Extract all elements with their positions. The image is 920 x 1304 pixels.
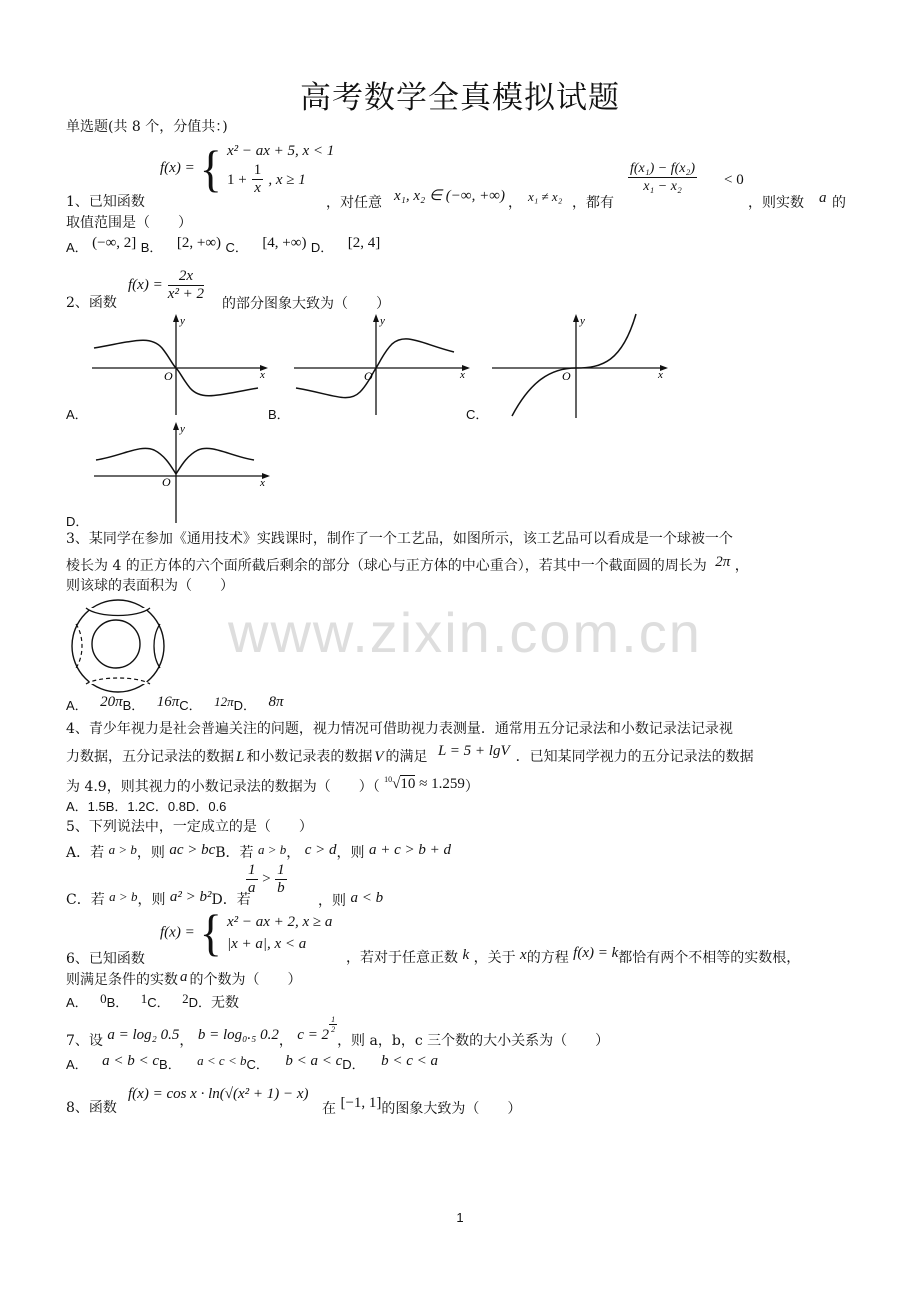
q7-a-def: a = log₂ 0.5	[107, 1027, 180, 1043]
q6-fx: f(x) =	[160, 924, 195, 941]
q6-opt-d-label: D．	[188, 995, 211, 1010]
q5-b-then: ，则	[336, 845, 365, 861]
q2-fx: f(x) =	[128, 277, 163, 293]
q6-opt-a-value: 0	[100, 991, 107, 1006]
q4-line3	[66, 773, 479, 797]
q8-formula: f(x) = cos x · ln(√(x² + 1) − x)	[128, 1086, 309, 1102]
q3-line2-text: 棱长为 4 的正方体的六个面所截后剩余的部分（球心与正方体的中心重合），若其中一个截面圆的周长为	[66, 558, 707, 574]
page-title: 高考数学全真模拟试题	[300, 80, 620, 116]
q1-case2	[227, 162, 334, 197]
q6-opt-c-value: 2	[182, 991, 189, 1006]
q2-b-origin: O	[364, 369, 373, 383]
q3-opt-c-value: 12π	[214, 694, 234, 709]
q2-c-axis-y: y	[580, 315, 585, 327]
q4-line1: 4、青少年视力是社会普遍关注的问题，视力情况可借助视力表测量．通常用五分记录法和小数记录法记录视	[66, 721, 733, 737]
q7-line	[66, 1015, 610, 1051]
q8-tail	[322, 1095, 522, 1118]
q7-c-def	[297, 1015, 337, 1043]
q5-a-cond: a > b	[108, 842, 137, 857]
q6-eq: f(x) = k	[573, 945, 619, 961]
q5-d-frac2	[275, 862, 287, 897]
q3-opt-d-value: 8π	[268, 694, 284, 710]
q4-line2-b: 和小数记录表的数据	[246, 749, 373, 765]
q1-frac-den: x₁ − x₂	[643, 179, 682, 194]
q5-a-then: ，则	[136, 845, 165, 861]
q6-options	[66, 993, 239, 1013]
q1-opt-a-value: (−∞, 2]	[92, 235, 137, 251]
q2-d-origin: O	[162, 475, 171, 489]
q7-b-def: b = log₀.₅ 0.2	[197, 1027, 279, 1043]
q1-opt-b-label: B．	[140, 240, 163, 255]
q4-line2	[66, 743, 754, 767]
q2-b-axis-x: x	[460, 369, 465, 381]
q3-line3: 则该球的表面积为（ ）	[66, 578, 234, 594]
q7-number: 7、设	[66, 1033, 103, 1049]
section-header: 单选题(共 8 个，分值共：)	[66, 119, 228, 135]
q5-a-label: A．若	[66, 845, 105, 861]
q1-opt-a-label: A．	[66, 240, 88, 255]
q1-fx: f(x) =	[160, 160, 195, 176]
q6-case1: x² − ax + 2, x ≥ a	[226, 914, 333, 930]
q1-case2-frac	[252, 162, 264, 197]
watermark: www.zixin.com.cn	[228, 601, 702, 664]
q1-case1: x² − ax + 5, x < 1	[226, 143, 335, 159]
q6-line2	[66, 970, 302, 990]
q1-opt-c-label: C．	[225, 240, 248, 255]
q5-c-label: C．若	[66, 892, 105, 908]
q1-ineq: < 0	[724, 172, 744, 188]
q3-line2-math: 2π	[715, 554, 731, 570]
q5-b-cond1: a > b	[258, 842, 287, 857]
q3-options	[66, 696, 284, 716]
q7-opt-c-value: b < a < c	[285, 1053, 343, 1069]
q6-brace: {	[199, 904, 222, 961]
q2-a-axis-x: x	[260, 369, 265, 381]
q5-d-frac1-num: 1	[248, 862, 256, 878]
q7-c-pre: c = 2	[297, 1027, 330, 1043]
q2-label-a: A．	[66, 407, 88, 422]
q7-opt-b-label: B．	[159, 1057, 181, 1072]
q6-var-k: k	[462, 947, 470, 963]
q5-line-ab	[66, 843, 451, 863]
q8-interval: [−1, 1]	[340, 1095, 382, 1111]
q5-b-res: a + c > b + d	[368, 842, 451, 858]
q8-number: 8、函数	[66, 1100, 117, 1116]
q1-options	[66, 235, 381, 258]
q1-opt-d-value: [2, 4]	[347, 235, 381, 251]
q7-sep1: ，	[179, 1033, 194, 1049]
q2-label-b: B．	[268, 407, 290, 422]
q7-c-exp-den: 2	[331, 1025, 336, 1034]
q5-b-cond2: c > d	[304, 842, 337, 858]
q5-c-res: a² > b²	[169, 889, 212, 905]
q6-opt-d-value: 无数	[210, 995, 239, 1011]
q1-text-c: ，则实数	[748, 195, 804, 211]
q4-root-body: 10	[400, 776, 416, 792]
q6-opt-a-label: A．	[66, 995, 88, 1010]
q2-frac	[168, 268, 204, 303]
q4-line2-c: 的满足	[385, 749, 428, 765]
q2-graph-b	[292, 312, 472, 416]
q1-cond1: x₁, x₂ ∈ (−∞, +∞)	[394, 188, 505, 204]
q7-opt-b-value: a < c < b	[197, 1053, 247, 1068]
q1-frac-num: f(x₁) − f(x₂)	[630, 161, 696, 176]
q2-number: 2、函数	[66, 295, 117, 311]
q5-d-fracs	[246, 862, 287, 897]
q2-d-axis-x: x	[260, 477, 265, 489]
q7-opt-d-value: b < c < a	[381, 1053, 438, 1069]
q1-cases	[227, 140, 334, 197]
q1-case2-post: , x ≥ 1	[268, 172, 306, 188]
q5-d-frac1	[246, 862, 258, 897]
q1-number: 1、已知函数	[66, 194, 145, 210]
q5-c-then: ，则	[137, 892, 166, 908]
q1-sep1: ，	[508, 195, 522, 211]
q8-text: 的图象大致为（ ）	[381, 1101, 522, 1117]
q6-number: 6、已知函数	[66, 951, 145, 967]
q5-line1: 5、下列说法中，一定成立的是（ ）	[66, 819, 313, 835]
q1-opt-d-label: D．	[310, 240, 334, 255]
q5-d-then: ，则	[318, 893, 346, 909]
q2-label-c: C．	[466, 407, 489, 422]
q7-c-exp	[329, 1015, 337, 1034]
q6-text-c: 的方程	[526, 950, 569, 966]
q1-var-a: a	[819, 190, 827, 206]
q4-line3-b: ）	[464, 779, 479, 795]
q2-formula	[128, 268, 204, 303]
q6-text-d: 都恰有两个不相等的实数根，	[618, 950, 801, 966]
q7-sep2: ，	[278, 1033, 293, 1049]
q5-d-frac1-den: a	[248, 880, 256, 896]
q5-d-frac2-num: 1	[277, 862, 285, 878]
q6-opt-c-label: C．	[147, 995, 170, 1010]
q3-opt-c-label: C．	[179, 698, 202, 713]
q5-line-cd	[66, 890, 251, 910]
q3-opt-b-value: 16π	[156, 694, 180, 710]
q7-opt-a-label: A．	[66, 1057, 88, 1072]
q6-line2-a: 则满足条件的实数	[66, 972, 178, 988]
q8-in: 在	[322, 1101, 336, 1117]
q1-text-b: ，都有	[572, 195, 614, 211]
q5-d-frac2-den: b	[277, 880, 285, 896]
q4-line3-a: 为 4.9，则其视力的小数记录法的数据为（ ）（	[66, 779, 380, 795]
q1-opt-c-value: [4, +∞)	[262, 235, 307, 251]
q1-case2-num: 1	[253, 162, 262, 178]
q2-graph-a	[90, 312, 270, 416]
q2-b-axis-y: y	[380, 315, 385, 327]
q5-d-tail	[318, 890, 383, 910]
q1-case2-pre: 1 +	[226, 172, 247, 188]
q2-text: 的部分图象大致为（ ）	[222, 296, 390, 312]
q6-case2: |x + a|, x < a	[226, 936, 307, 952]
q4-var-v: V	[374, 749, 384, 765]
q2-frac-den: x² + 2	[167, 286, 205, 302]
q4-root-index: 10	[384, 775, 393, 784]
q7-opt-c-label: C．	[246, 1057, 269, 1072]
q7-c-exp-num: 1	[331, 1015, 336, 1024]
q4-formula: L = 5 + lgV	[437, 743, 510, 759]
q6-line1-tail	[346, 947, 800, 967]
q6-piecewise	[160, 904, 333, 966]
q1-brace: {	[199, 139, 222, 196]
q1-text-a: ，对任意	[326, 195, 382, 211]
q1-line2: 取值范围是（ ）	[66, 215, 192, 231]
q5-c-cond: a > b	[109, 889, 138, 904]
q2-graph-c	[490, 312, 670, 418]
q1-text-d: 的	[832, 195, 846, 211]
q3-line2	[66, 556, 749, 576]
q6-var-a: a	[180, 969, 188, 985]
q7-text: ，则 a，b，c 三个数的大小关系为（ ）	[337, 1033, 610, 1049]
q5-a-res: ac > bc	[169, 842, 216, 858]
q7-opt-d-label: D．	[342, 1057, 365, 1072]
q5-d-gt: >	[261, 871, 272, 887]
q4-var-l: L	[236, 749, 245, 765]
q2-c-origin: O	[562, 369, 571, 383]
q4-options: A．1.5B．1.2C．0.8D．0.6	[66, 799, 227, 814]
q1-case2-den: x	[254, 180, 261, 196]
q1-piecewise	[160, 140, 334, 210]
q7-options	[66, 1055, 438, 1075]
q4-line2-a: 力数据，五分记录法的数据	[66, 749, 234, 765]
q5-b-sep: ，	[286, 845, 301, 861]
q6-cases	[227, 911, 332, 955]
q4-root: $^{10}$√10 ≈ 1.259	[384, 775, 465, 792]
q6-line2-b: 的个数为（ ）	[189, 972, 302, 988]
q2-frac-num: 2x	[168, 268, 204, 286]
q5-d-label: D．若	[211, 892, 251, 908]
q1-opt-b-value: [2, +∞)	[176, 235, 222, 251]
q1-frac	[628, 160, 697, 195]
q3-opt-b-label: B．	[122, 698, 145, 713]
q6-text-b: ，关于	[473, 950, 516, 966]
q6-text-a: ，若对于任意正数	[346, 950, 458, 966]
q2-graph-d	[92, 420, 272, 524]
q3-opt-a-label: A．	[66, 698, 88, 713]
q2-label-d: D．	[66, 514, 89, 529]
q2-a-origin: O	[164, 369, 173, 383]
q3-opt-d-label: D．	[233, 698, 257, 713]
q2-d-axis-y: y	[180, 423, 185, 435]
q1-cond2: x₁ ≠ x₂	[528, 189, 563, 204]
q2-c-axis-x: x	[658, 369, 663, 381]
q2-a-axis-y: y	[180, 315, 185, 327]
q7-opt-a-value: a < b < c	[102, 1053, 160, 1069]
q6-opt-b-label: B．	[106, 995, 129, 1010]
q3-line1: 3、某同学在参加《通用技术》实践课时，制作了一个工艺品，如图所示，该工艺品可以看成是一个球被一个	[66, 531, 733, 547]
q5-b-label: B．若	[215, 845, 254, 861]
q5-d-res: a < b	[350, 890, 384, 906]
q1-line1	[66, 192, 145, 212]
page-number: 1	[456, 1210, 464, 1225]
q6-var-x: x	[520, 947, 527, 963]
q3-sphere-figure	[68, 598, 168, 694]
q6-opt-b-value: 1	[140, 991, 148, 1006]
q3-opt-a-value: 20π	[100, 694, 123, 710]
q3-line2-end: ，	[734, 558, 749, 574]
q4-line2-d: ．已知某同学视力的五分记录法的数据	[515, 749, 754, 765]
q4-approx: ≈ 1.259	[419, 776, 465, 792]
